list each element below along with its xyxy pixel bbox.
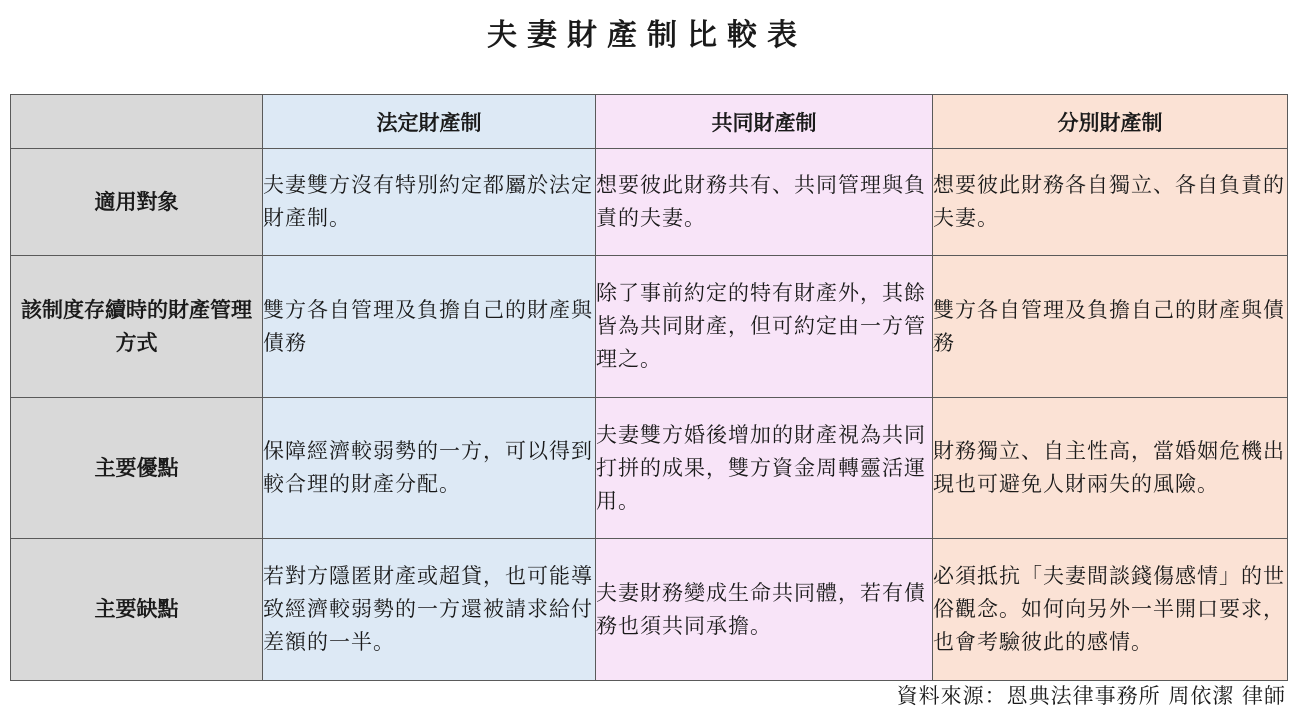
separate-cell: 財務獨立、自主性高，當婚姻危機出現也可避免人財兩失的風險。 — [933, 398, 1288, 539]
row-label: 適用對象 — [11, 149, 263, 256]
legal-cell: 夫妻雙方沒有特別約定都屬於法定財產制。 — [263, 149, 596, 256]
row-label: 主要缺點 — [11, 539, 263, 681]
table-row — [11, 256, 1288, 398]
legal-cell: 若對方隱匿財產或超貸，也可能導致經濟較弱勢的一方還被請求給付差額的一半。 — [263, 539, 596, 681]
legal-cell: 雙方各自管理及負擔自己的財產與債務 — [263, 256, 596, 398]
row-label: 主要優點 — [11, 398, 263, 539]
table-row — [11, 398, 1288, 539]
table-header-row — [11, 95, 1288, 149]
header-legal-property: 法定財產制 — [263, 95, 596, 149]
legal-cell: 保障經濟較弱勢的一方，可以得到較合理的財產分配。 — [263, 398, 596, 539]
table-row — [11, 149, 1288, 256]
separate-cell: 想要彼此財務各自獨立、各自負責的夫妻。 — [933, 149, 1288, 256]
joint-cell: 除了事前約定的特有財產外，其餘皆為共同財產，但可約定由一方管理之。 — [596, 256, 933, 398]
joint-cell: 夫妻財務變成生命共同體，若有債務也須共同承擔。 — [596, 539, 933, 681]
separate-cell: 雙方各自管理及負擔自己的財產與債務 — [933, 256, 1288, 398]
joint-cell: 想要彼此財務共有、共同管理與負責的夫妻。 — [596, 149, 933, 256]
page-title: 夫妻財產制比較表 — [487, 18, 807, 53]
row-label: 該制度存續時的財產管理方式 — [11, 256, 263, 398]
header-separate-property: 分別財產制 — [933, 95, 1288, 149]
separate-cell: 必須抵抗「夫妻間談錢傷感情」的世俗觀念。如何向另外一半開口要求，也會考驗彼此的感情。 — [933, 539, 1288, 681]
source-credit: 資料來源：恩典法律事務所 周依潔 律師 — [896, 684, 1286, 708]
comparison-table — [10, 94, 1288, 681]
header-empty-cell — [11, 95, 263, 149]
joint-cell: 夫妻雙方婚後增加的財產視為共同打拼的成果，雙方資金周轉靈活運用。 — [596, 398, 933, 539]
table-row — [11, 539, 1288, 681]
header-joint-property: 共同財產制 — [596, 95, 933, 149]
